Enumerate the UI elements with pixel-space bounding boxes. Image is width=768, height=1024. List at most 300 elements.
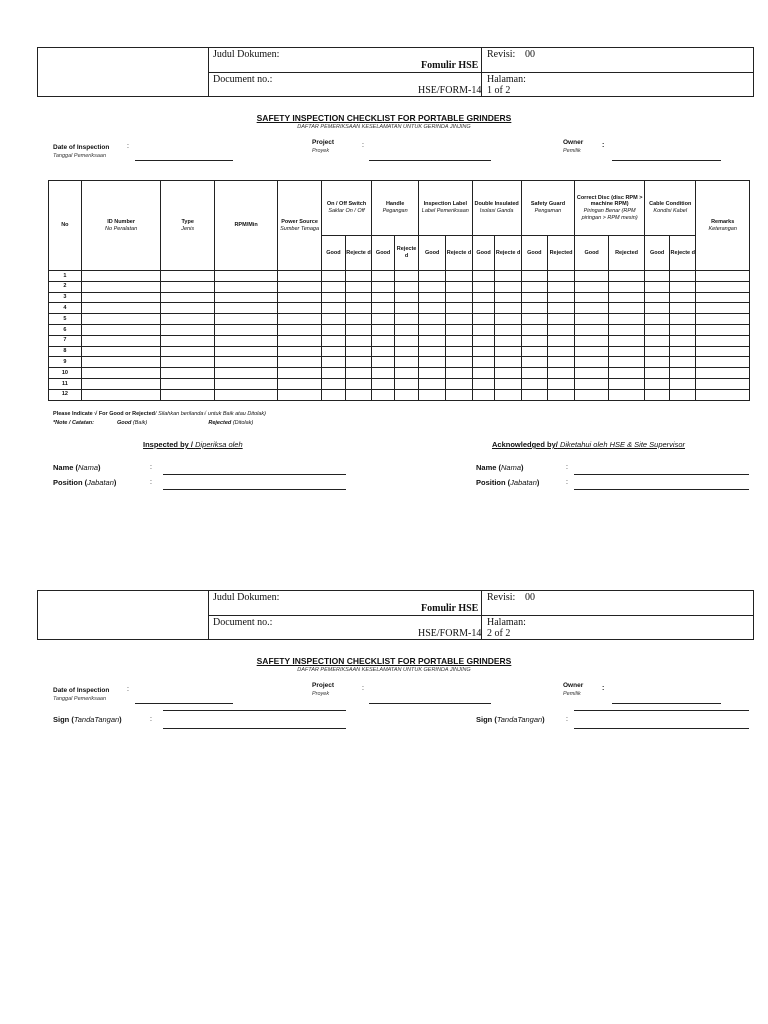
- table-cell[interactable]: [419, 281, 446, 292]
- table-cell[interactable]: [495, 292, 521, 303]
- table-cell[interactable]: [472, 314, 495, 325]
- position-label-left: Position (Jabatan): [53, 478, 117, 487]
- table-cell[interactable]: [446, 271, 472, 282]
- table-cell[interactable]: [495, 324, 521, 335]
- row-number: 3: [49, 292, 82, 303]
- table-cell[interactable]: [321, 292, 345, 303]
- fomulir-title: Fomulir HSE: [421, 603, 479, 614]
- table-cell[interactable]: [161, 281, 214, 292]
- table-cell[interactable]: [372, 357, 395, 368]
- sub-good: Good: [372, 236, 395, 271]
- table-cell[interactable]: [521, 303, 547, 314]
- table-cell[interactable]: [575, 324, 609, 335]
- table-cell[interactable]: [521, 314, 547, 325]
- sign-field-right[interactable]: [574, 728, 749, 729]
- table-cell[interactable]: [575, 389, 609, 400]
- sub-good: Good: [645, 236, 670, 271]
- table-cell[interactable]: [472, 378, 495, 389]
- table-cell[interactable]: [419, 378, 446, 389]
- table-cell[interactable]: [395, 303, 419, 314]
- table-cell[interactable]: [419, 368, 446, 379]
- table-cell[interactable]: [278, 346, 322, 357]
- project-colon: :: [362, 142, 364, 149]
- table-cell[interactable]: [395, 346, 419, 357]
- table-cell[interactable]: [372, 368, 395, 379]
- row-number: 7: [49, 335, 82, 346]
- sub-good: Good: [521, 236, 547, 271]
- table-cell[interactable]: [696, 281, 750, 292]
- table-cell[interactable]: [372, 281, 395, 292]
- table-cell[interactable]: [395, 324, 419, 335]
- table-cell[interactable]: [345, 324, 371, 335]
- table-cell[interactable]: [670, 324, 696, 335]
- table-cell[interactable]: [446, 357, 472, 368]
- table-cell[interactable]: [645, 389, 670, 400]
- sign-colon-right: :: [566, 716, 568, 723]
- table-cell[interactable]: [321, 303, 345, 314]
- table-cell[interactable]: [645, 303, 670, 314]
- table-cell[interactable]: [161, 368, 214, 379]
- project-label-2: Project: [312, 682, 335, 689]
- table-cell[interactable]: [609, 292, 645, 303]
- table-cell[interactable]: [472, 368, 495, 379]
- table-cell[interactable]: [345, 389, 371, 400]
- table-cell[interactable]: [278, 271, 322, 282]
- table-cell[interactable]: [547, 335, 574, 346]
- sign-field-left[interactable]: [163, 728, 346, 729]
- table-cell[interactable]: [645, 357, 670, 368]
- position-field-right[interactable]: [574, 489, 749, 490]
- table-cell[interactable]: [547, 292, 574, 303]
- table-cell[interactable]: [81, 292, 161, 303]
- col-rpm: RPM/Min: [214, 181, 277, 271]
- table-cell[interactable]: [547, 357, 574, 368]
- table-cell[interactable]: [472, 292, 495, 303]
- table-cell[interactable]: [446, 346, 472, 357]
- table-cell[interactable]: [609, 271, 645, 282]
- table-cell[interactable]: [521, 281, 547, 292]
- col-type: Type Jenis: [161, 181, 214, 271]
- table-cell[interactable]: [575, 271, 609, 282]
- table-cell[interactable]: [321, 335, 345, 346]
- table-cell[interactable]: [321, 346, 345, 357]
- table-cell[interactable]: [472, 389, 495, 400]
- table-cell[interactable]: [278, 303, 322, 314]
- table-cell[interactable]: [575, 281, 609, 292]
- table-cell[interactable]: [419, 324, 446, 335]
- table-cell[interactable]: [547, 303, 574, 314]
- table-cell[interactable]: [419, 346, 446, 357]
- table-cell[interactable]: [670, 335, 696, 346]
- table-cell[interactable]: [495, 389, 521, 400]
- table-cell[interactable]: [345, 368, 371, 379]
- col-inspection-label: Inspection Label Label Pemeriksaan: [419, 181, 472, 236]
- date-field-2[interactable]: [135, 703, 233, 704]
- row-number: 11: [49, 378, 82, 389]
- table-cell[interactable]: [446, 281, 472, 292]
- form-subtitle-2: DAFTAR PEMERIKSAAN KESELAMATAN UNTUK GERINDA JINJING: [297, 667, 471, 673]
- table-cell[interactable]: [345, 281, 371, 292]
- owner-sub: Pemilik: [563, 148, 581, 154]
- date-field[interactable]: [135, 160, 233, 161]
- docno-value: HSE/FORM-14: [418, 85, 482, 96]
- table-cell[interactable]: [278, 389, 322, 400]
- separator-line-left: [163, 710, 346, 711]
- table-cell[interactable]: [161, 357, 214, 368]
- table-cell[interactable]: [345, 292, 371, 303]
- table-cell[interactable]: [495, 335, 521, 346]
- table-cell[interactable]: [214, 314, 277, 325]
- table-cell[interactable]: [670, 378, 696, 389]
- page-number: 1 of 2: [487, 85, 511, 96]
- table-cell[interactable]: [345, 378, 371, 389]
- table-cell[interactable]: [278, 292, 322, 303]
- table-cell[interactable]: [395, 314, 419, 325]
- name-label-right: Name (Nama): [476, 463, 524, 472]
- revisi-value: 00: [525, 49, 535, 60]
- table-cell[interactable]: [495, 368, 521, 379]
- table-cell[interactable]: [670, 292, 696, 303]
- table-cell[interactable]: [670, 271, 696, 282]
- indicate-note: Please Indicate √ For Good or Rejected/ Silahkan berilanda√ untuk Baik atau Ditolak): [53, 411, 266, 417]
- table-cell[interactable]: [419, 303, 446, 314]
- table-cell[interactable]: [521, 292, 547, 303]
- judul-label: Judul Dokumen:: [213, 592, 280, 603]
- table-cell[interactable]: [495, 271, 521, 282]
- table-cell[interactable]: [696, 346, 750, 357]
- table-cell[interactable]: [278, 324, 322, 335]
- table-cell[interactable]: [495, 303, 521, 314]
- table-cell[interactable]: [696, 368, 750, 379]
- separator-line-right: [574, 710, 749, 711]
- table-cell[interactable]: [547, 324, 574, 335]
- project-sub: Proyek: [312, 148, 330, 154]
- date-label: Date of Inspection: [53, 144, 110, 151]
- table-cell[interactable]: [575, 368, 609, 379]
- table-cell[interactable]: [670, 314, 696, 325]
- table-cell[interactable]: [214, 292, 277, 303]
- table-cell[interactable]: [419, 271, 446, 282]
- table-cell[interactable]: [81, 346, 161, 357]
- sub-rejected: Rejecte d: [345, 236, 371, 271]
- col-id-number: ID Number No Peralatan: [81, 181, 161, 271]
- table-cell[interactable]: [345, 335, 371, 346]
- checklist-table: [48, 180, 750, 401]
- name-colon-left: :: [150, 464, 152, 471]
- table-cell[interactable]: [670, 346, 696, 357]
- table-cell[interactable]: [395, 335, 419, 346]
- table-cell[interactable]: [645, 292, 670, 303]
- table-cell[interactable]: [446, 368, 472, 379]
- sub-rejected: Rejecte d: [446, 236, 472, 271]
- table-cell[interactable]: [495, 281, 521, 292]
- owner-sub-2: Pemilik: [563, 691, 581, 697]
- table-cell[interactable]: [372, 303, 395, 314]
- table-cell[interactable]: [446, 303, 472, 314]
- table-cell[interactable]: [81, 378, 161, 389]
- table-cell[interactable]: [575, 335, 609, 346]
- row-number: 10: [49, 368, 82, 379]
- table-cell[interactable]: [547, 346, 574, 357]
- table-cell[interactable]: [609, 281, 645, 292]
- table-cell[interactable]: [81, 281, 161, 292]
- table-cell[interactable]: [419, 314, 446, 325]
- table-cell[interactable]: [321, 378, 345, 389]
- date-label-2: Date of Inspection: [53, 687, 110, 694]
- table-cell[interactable]: [609, 303, 645, 314]
- table-cell[interactable]: [645, 346, 670, 357]
- table-cell[interactable]: [395, 357, 419, 368]
- table-cell[interactable]: [609, 378, 645, 389]
- row-number: 4: [49, 303, 82, 314]
- table-cell[interactable]: [372, 389, 395, 400]
- table-cell[interactable]: [575, 314, 609, 325]
- table-cell[interactable]: [547, 271, 574, 282]
- revisi-value: 00: [525, 592, 535, 603]
- name-colon-right: :: [566, 464, 568, 471]
- table-cell[interactable]: [645, 271, 670, 282]
- table-cell[interactable]: [645, 281, 670, 292]
- table-cell[interactable]: [521, 357, 547, 368]
- table-cell[interactable]: [345, 314, 371, 325]
- sub-rejected: Rejecte d: [495, 236, 521, 271]
- table-cell[interactable]: [696, 314, 750, 325]
- table-cell[interactable]: [521, 368, 547, 379]
- table-cell[interactable]: [81, 357, 161, 368]
- table-cell[interactable]: [214, 389, 277, 400]
- table-cell[interactable]: [278, 314, 322, 325]
- table-cell[interactable]: [81, 314, 161, 325]
- table-cell[interactable]: [395, 271, 419, 282]
- table-cell[interactable]: [472, 303, 495, 314]
- table-cell[interactable]: [372, 314, 395, 325]
- table-cell[interactable]: [495, 357, 521, 368]
- docno-label: Document no.:: [213, 617, 273, 628]
- table-cell[interactable]: [521, 324, 547, 335]
- table-cell[interactable]: [521, 335, 547, 346]
- table-cell[interactable]: [372, 346, 395, 357]
- table-cell[interactable]: [495, 378, 521, 389]
- table-cell[interactable]: [547, 314, 574, 325]
- table-cell[interactable]: [547, 389, 574, 400]
- table-cell[interactable]: [161, 335, 214, 346]
- row-number: 9: [49, 357, 82, 368]
- table-cell[interactable]: [472, 357, 495, 368]
- table-cell[interactable]: [81, 324, 161, 335]
- table-cell[interactable]: [345, 271, 371, 282]
- table-cell[interactable]: [609, 314, 645, 325]
- table-cell[interactable]: [575, 292, 609, 303]
- table-cell[interactable]: [81, 389, 161, 400]
- table-cell[interactable]: [645, 314, 670, 325]
- table-cell[interactable]: [161, 389, 214, 400]
- table-cell[interactable]: [278, 357, 322, 368]
- table-cell[interactable]: [609, 335, 645, 346]
- table-cell[interactable]: [575, 378, 609, 389]
- table-cell[interactable]: [278, 281, 322, 292]
- table-cell[interactable]: [547, 281, 574, 292]
- table-cell[interactable]: [670, 281, 696, 292]
- table-cell[interactable]: [214, 357, 277, 368]
- table-cell[interactable]: [278, 368, 322, 379]
- table-cell[interactable]: [372, 271, 395, 282]
- table-cell[interactable]: [670, 389, 696, 400]
- table-cell[interactable]: [345, 357, 371, 368]
- owner-colon: :: [602, 142, 605, 149]
- table-cell[interactable]: [609, 389, 645, 400]
- page-number: 2 of 2: [487, 628, 511, 639]
- table-cell[interactable]: [446, 389, 472, 400]
- project-label: Project: [312, 139, 335, 146]
- table-cell[interactable]: [547, 368, 574, 379]
- table-cell[interactable]: [609, 368, 645, 379]
- table-cell[interactable]: [495, 314, 521, 325]
- table-cell[interactable]: [161, 346, 214, 357]
- table-cell[interactable]: [214, 378, 277, 389]
- table-cell[interactable]: [472, 335, 495, 346]
- table-cell[interactable]: [696, 389, 750, 400]
- table-cell[interactable]: [395, 292, 419, 303]
- table-cell[interactable]: [214, 335, 277, 346]
- table-cell[interactable]: [419, 335, 446, 346]
- table-cell[interactable]: [372, 292, 395, 303]
- table-cell[interactable]: [214, 303, 277, 314]
- date-sub: Tanggal Pemeriksaan: [53, 153, 106, 159]
- table-cell[interactable]: [321, 368, 345, 379]
- table-cell[interactable]: [81, 303, 161, 314]
- table-cell[interactable]: [372, 378, 395, 389]
- table-cell[interactable]: [395, 389, 419, 400]
- table-cell[interactable]: [575, 357, 609, 368]
- row-number: 5: [49, 314, 82, 325]
- table-cell[interactable]: [321, 324, 345, 335]
- table-cell[interactable]: [670, 303, 696, 314]
- table-cell[interactable]: [446, 324, 472, 335]
- table-cell[interactable]: [161, 271, 214, 282]
- table-cell[interactable]: [321, 389, 345, 400]
- project-field[interactable]: [369, 160, 491, 161]
- table-cell[interactable]: [495, 346, 521, 357]
- sub-good: Good: [575, 236, 609, 271]
- table-cell[interactable]: [521, 389, 547, 400]
- table-cell[interactable]: [419, 357, 446, 368]
- table-cell[interactable]: [321, 271, 345, 282]
- table-cell[interactable]: [161, 292, 214, 303]
- sign-label-right: Sign (TandaTangan): [476, 715, 545, 724]
- col-no: No: [49, 181, 82, 271]
- date-sub-2: Tanggal Pemeriksaan: [53, 696, 106, 702]
- table-cell[interactable]: [696, 357, 750, 368]
- form-subtitle: DAFTAR PEMERIKSAAN KESELAMATAN UNTUK GERINDA JINJING: [297, 124, 471, 130]
- table-cell[interactable]: [472, 271, 495, 282]
- table-cell[interactable]: [446, 378, 472, 389]
- table-cell[interactable]: [372, 324, 395, 335]
- name-field-left[interactable]: [163, 474, 346, 475]
- table-cell[interactable]: [161, 378, 214, 389]
- table-cell[interactable]: [446, 335, 472, 346]
- table-cell[interactable]: [696, 292, 750, 303]
- table-cell[interactable]: [161, 324, 214, 335]
- table-cell[interactable]: [395, 281, 419, 292]
- table-cell[interactable]: [645, 378, 670, 389]
- docno-value: HSE/FORM-14: [418, 628, 482, 639]
- table-cell[interactable]: [521, 346, 547, 357]
- owner-field[interactable]: [612, 160, 721, 161]
- table-cell[interactable]: [419, 389, 446, 400]
- table-cell[interactable]: [81, 271, 161, 282]
- table-cell[interactable]: [472, 281, 495, 292]
- col-remarks: Remarks Keterangan: [696, 181, 750, 271]
- table-cell[interactable]: [161, 303, 214, 314]
- table-cell[interactable]: [161, 314, 214, 325]
- project-field-2[interactable]: [369, 703, 491, 704]
- table-cell[interactable]: [81, 368, 161, 379]
- table-cell[interactable]: [372, 335, 395, 346]
- table-cell[interactable]: [472, 324, 495, 335]
- sub-rejected: Rejecte d: [670, 236, 696, 271]
- table-cell[interactable]: [214, 281, 277, 292]
- table-cell[interactable]: [696, 324, 750, 335]
- table-cell[interactable]: [81, 335, 161, 346]
- table-cell[interactable]: [696, 271, 750, 282]
- table-cell[interactable]: [419, 292, 446, 303]
- sub-good: Good: [472, 236, 495, 271]
- table-cell[interactable]: [278, 378, 322, 389]
- table-cell[interactable]: [521, 378, 547, 389]
- table-cell[interactable]: [609, 324, 645, 335]
- table-cell[interactable]: [696, 303, 750, 314]
- row-number: 12: [49, 389, 82, 400]
- table-cell[interactable]: [446, 314, 472, 325]
- table-cell[interactable]: [214, 368, 277, 379]
- table-cell[interactable]: [609, 346, 645, 357]
- table-cell[interactable]: [670, 368, 696, 379]
- table-cell[interactable]: [575, 346, 609, 357]
- table-cell[interactable]: [696, 335, 750, 346]
- table-cell[interactable]: [446, 292, 472, 303]
- table-row: [49, 378, 750, 389]
- table-cell[interactable]: [645, 324, 670, 335]
- table-cell[interactable]: [278, 335, 322, 346]
- table-cell[interactable]: [214, 346, 277, 357]
- table-cell[interactable]: [395, 368, 419, 379]
- table-row: [49, 389, 750, 400]
- name-field-right[interactable]: [574, 474, 749, 475]
- table-cell[interactable]: [521, 271, 547, 282]
- table-cell[interactable]: [345, 346, 371, 357]
- table-cell[interactable]: [609, 357, 645, 368]
- table-cell[interactable]: [321, 357, 345, 368]
- owner-field-2[interactable]: [612, 703, 721, 704]
- table-cell[interactable]: [472, 346, 495, 357]
- table-cell[interactable]: [321, 281, 345, 292]
- table-cell[interactable]: [547, 378, 574, 389]
- table-cell[interactable]: [395, 378, 419, 389]
- table-cell[interactable]: [575, 303, 609, 314]
- table-cell[interactable]: [645, 368, 670, 379]
- position-field-left[interactable]: [163, 489, 346, 490]
- table-cell[interactable]: [214, 271, 277, 282]
- table-cell[interactable]: [321, 314, 345, 325]
- row-number: 2: [49, 281, 82, 292]
- table-cell[interactable]: [345, 303, 371, 314]
- sub-rejected: Rejecte d: [395, 236, 419, 271]
- sub-good: Good: [321, 236, 345, 271]
- table-cell[interactable]: [214, 324, 277, 335]
- table-cell[interactable]: [645, 335, 670, 346]
- table-cell[interactable]: [670, 357, 696, 368]
- table-cell[interactable]: [696, 378, 750, 389]
